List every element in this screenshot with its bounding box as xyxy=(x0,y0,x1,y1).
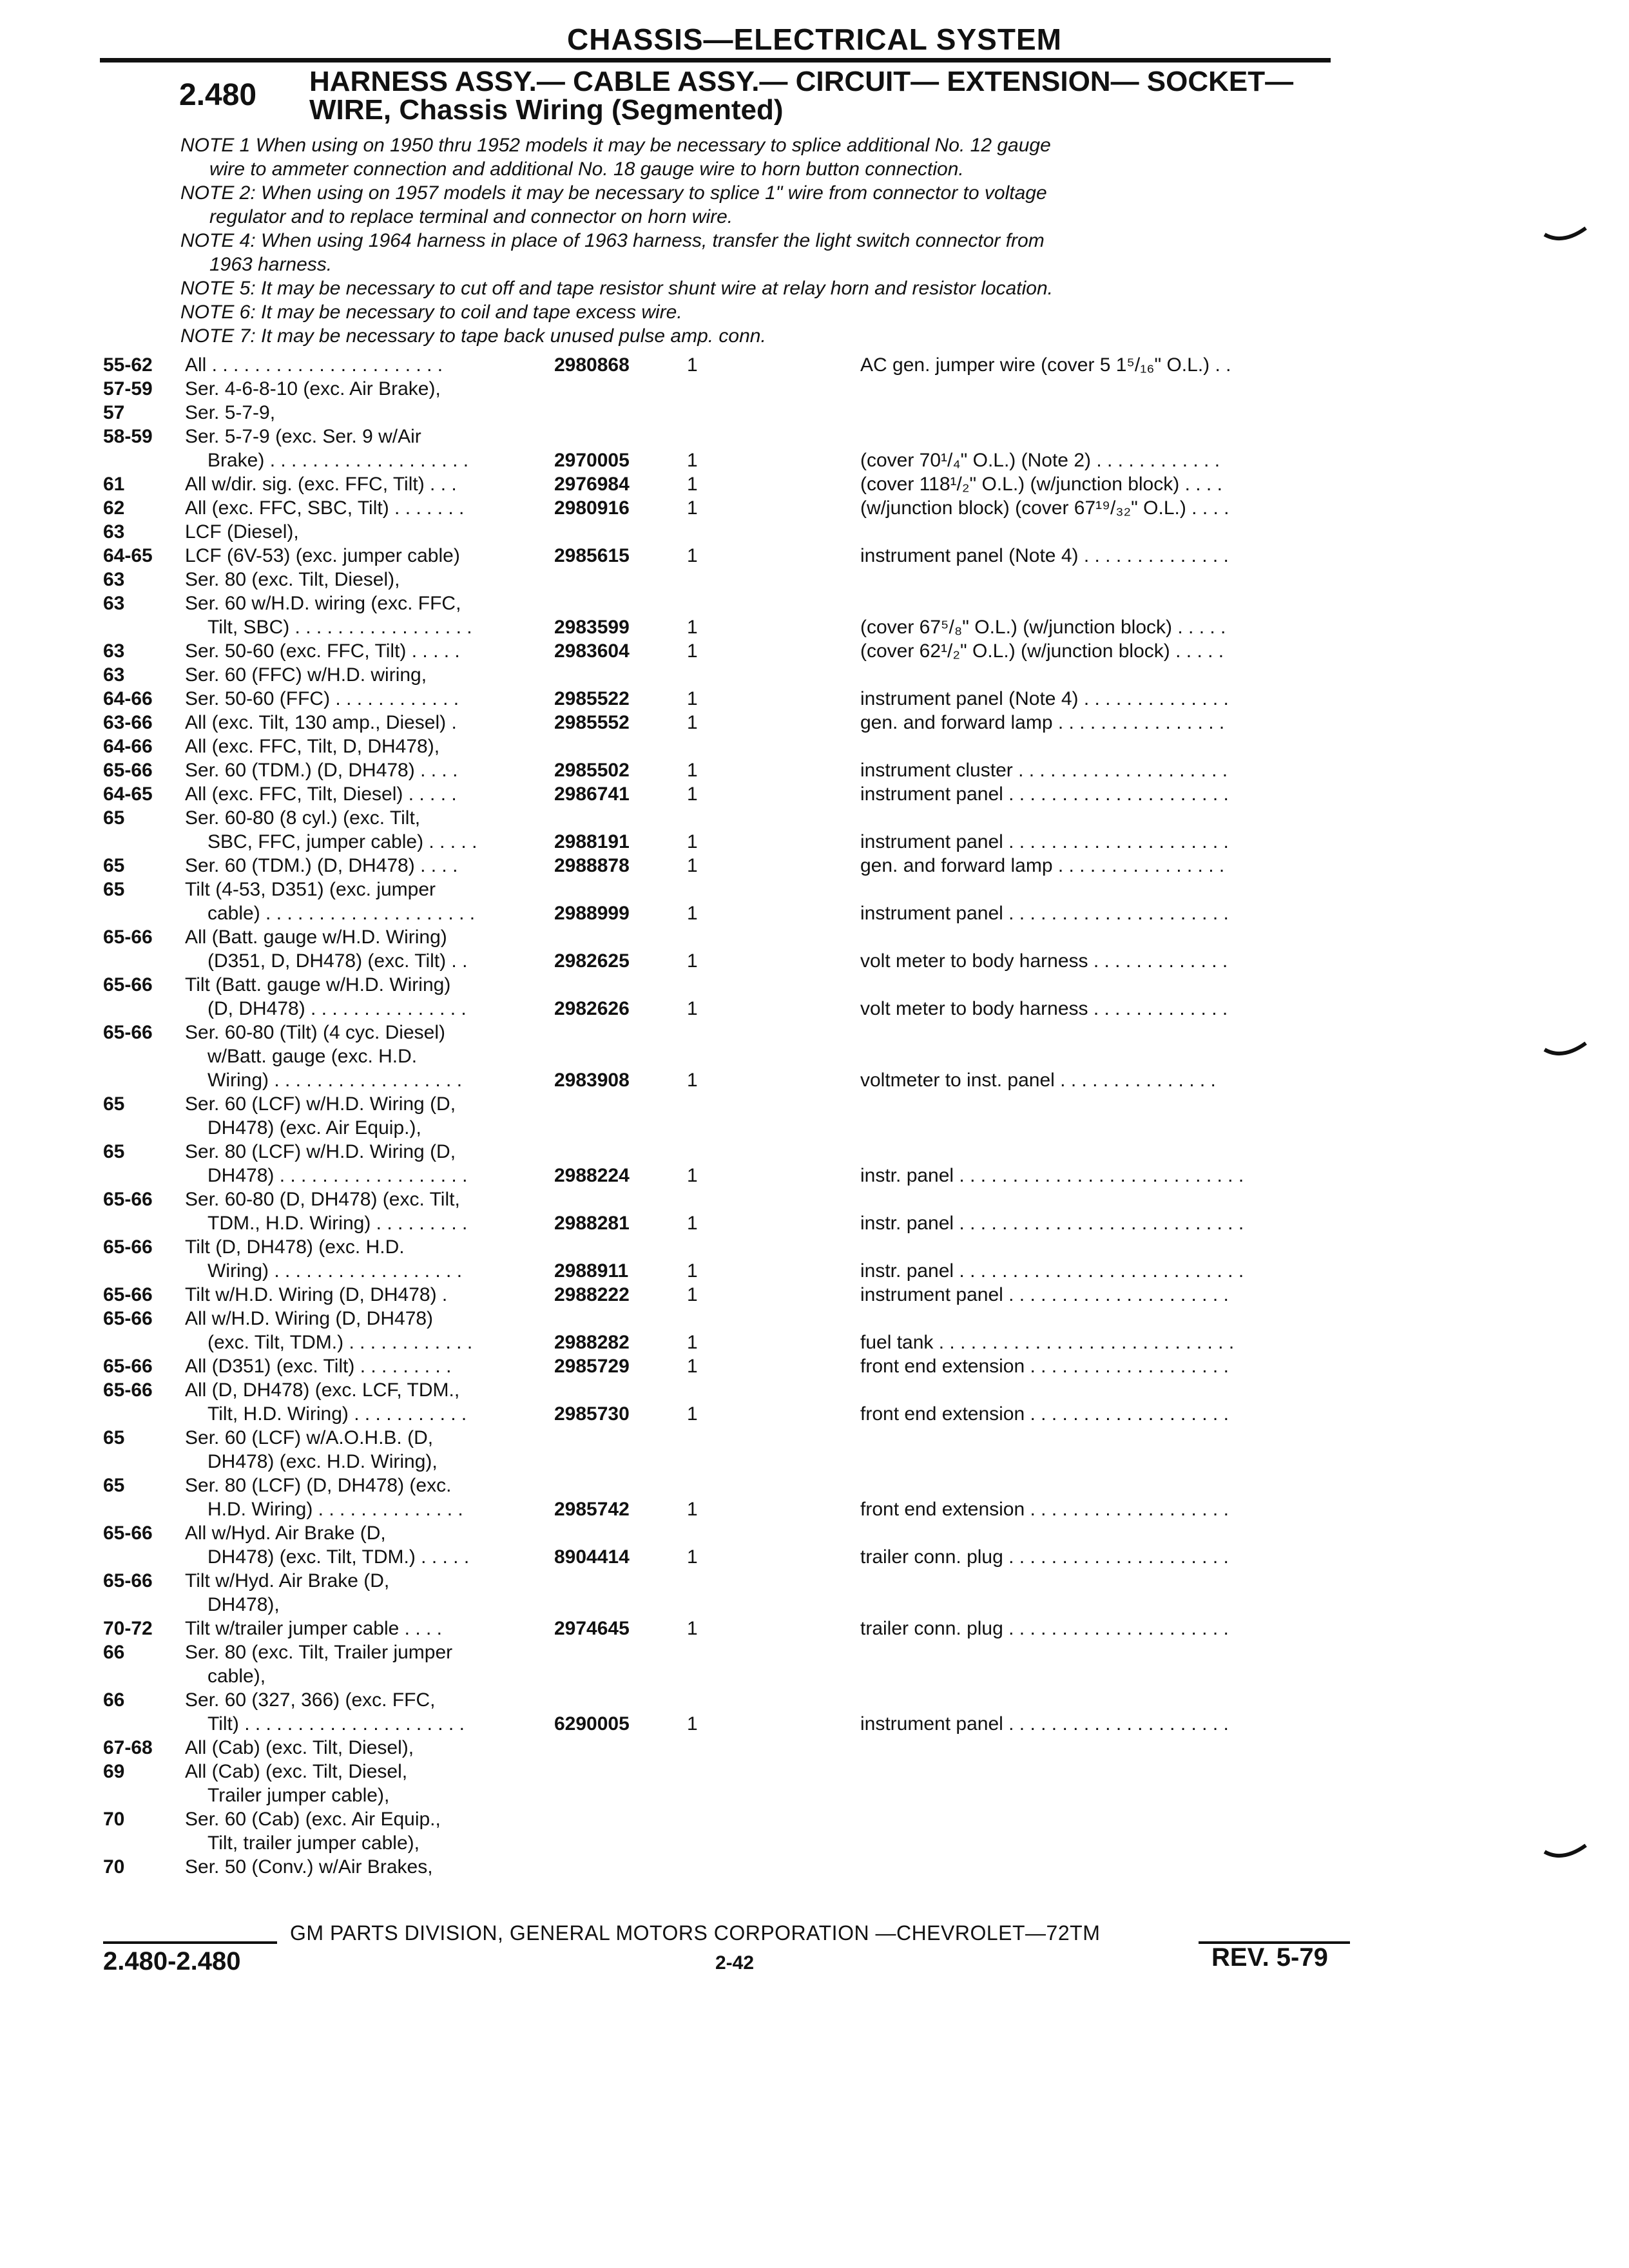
application-continuation: w/Batt. gauge (exc. H.D. xyxy=(207,1046,418,1067)
model-years: 57-59 xyxy=(103,378,153,399)
note xyxy=(180,229,1340,276)
quantity: 1 xyxy=(687,640,698,662)
part-number: 2985729 xyxy=(554,1356,630,1377)
part-description: instrument panel . . . . . . . . . . . . . . . . . . . . . xyxy=(860,783,1229,805)
quantity: 1 xyxy=(687,855,698,876)
model-years: 65-66 xyxy=(103,1379,153,1401)
quantity: 1 xyxy=(687,1546,698,1568)
model-years: 58-59 xyxy=(103,426,153,447)
table-row xyxy=(103,1688,1340,1736)
part-number: 2988281 xyxy=(554,1213,630,1234)
application-line: Ser. 60 (TDM.) (D, DH478) . . . . xyxy=(185,760,458,781)
model-years: 64-66 xyxy=(103,688,153,709)
application xyxy=(185,1855,636,1879)
application-line: Ser. 80 (exc. Tilt, Diesel), xyxy=(185,569,400,590)
application xyxy=(185,1807,636,1855)
binder-mark xyxy=(1543,1041,1588,1060)
part-number: 2985552 xyxy=(554,712,630,733)
note-line: NOTE 7: It may be necessary to tape back unused pulse amp. conn. xyxy=(180,325,766,347)
table-row xyxy=(103,1426,1340,1474)
note xyxy=(180,181,1340,229)
application-line: Ser. 60-80 (Tilt) (4 cyc. Diesel) xyxy=(185,1022,445,1043)
application-line: All (exc. FFC, SBC, Tilt) . . . . . . . xyxy=(185,497,465,519)
application-line: Ser. 80 (LCF) w/H.D. Wiring (D, xyxy=(185,1141,456,1162)
table-row xyxy=(103,1617,1340,1640)
part-description: instrument panel (Note 4) . . . . . . . . . . . . . . xyxy=(860,545,1229,566)
model-years: 70 xyxy=(103,1856,125,1878)
table-row xyxy=(103,425,1340,472)
model-years: 63 xyxy=(103,664,125,686)
model-years: 63 xyxy=(103,640,125,662)
part-description: front end extension . . . . . . . . . . . . . . . . . . . xyxy=(860,1356,1229,1377)
application-continuation: Tilt, trailer jumper cable), xyxy=(207,1832,419,1854)
application-continuation: H.D. Wiring) . . . . . . . . . . . . . . xyxy=(207,1499,463,1520)
binder-mark xyxy=(1543,226,1588,245)
note-line: NOTE 6: It may be necessary to coil and tape excess wire. xyxy=(180,302,682,323)
application-line: All w/dir. sig. (exc. FFC, Tilt) . . . xyxy=(185,474,457,495)
application xyxy=(185,401,636,425)
application-continuation: DH478) (exc. H.D. Wiring), xyxy=(207,1451,438,1472)
application-continuation: Brake) . . . . . . . . . . . . . . . . . . . xyxy=(207,450,469,471)
application-line: Ser. 60 w/H.D. wiring (exc. FFC, xyxy=(185,593,461,614)
section-title-line-1: HARNESS ASSY.— CABLE ASSY.— CIRCUIT— EXTENSION— SOCKET— xyxy=(309,66,1294,97)
model-years: 66 xyxy=(103,1689,125,1711)
application-line: Ser. 60 (FFC) w/H.D. wiring, xyxy=(185,664,427,686)
table-row xyxy=(103,806,1340,854)
model-years: 65 xyxy=(103,807,125,829)
part-description: AC gen. jumper wire (cover 5 1⁵/₁₆" O.L.) . . xyxy=(860,354,1231,376)
application-continuation: Tilt) . . . . . . . . . . . . . . . . . . . . . xyxy=(207,1713,465,1735)
application-continuation: DH478) . . . . . . . . . . . . . . . . . . xyxy=(207,1165,468,1186)
application-line: Ser. 60 (TDM.) (D, DH478) . . . . xyxy=(185,855,458,876)
table-row xyxy=(103,639,1340,663)
part-description: instr. panel . . . . . . . . . . . . . . . . . . . . . . . . . . . xyxy=(860,1213,1244,1234)
part-number: 2986741 xyxy=(554,783,630,805)
quantity: 1 xyxy=(687,950,698,972)
model-years: 64-65 xyxy=(103,545,153,566)
footer-rule-left xyxy=(103,1941,277,1944)
quantity: 1 xyxy=(687,1284,698,1305)
application-continuation: TDM., H.D. Wiring) . . . . . . . . . xyxy=(207,1213,468,1234)
binder-mark xyxy=(1543,1843,1588,1862)
application-line: Ser. 60 (Cab) (exc. Air Equip., xyxy=(185,1809,441,1830)
application xyxy=(185,377,636,401)
application-continuation: (exc. Tilt, TDM.) . . . . . . . . . . . . xyxy=(207,1332,473,1353)
table-row xyxy=(103,663,1340,687)
part-description: instrument panel . . . . . . . . . . . . . . . . . . . . . xyxy=(860,1713,1229,1735)
table-row xyxy=(103,1640,1340,1688)
application-line: Ser. 60 (LCF) w/A.O.H.B. (D, xyxy=(185,1427,434,1448)
application-continuation: cable) . . . . . . . . . . . . . . . . . . . . xyxy=(207,903,476,924)
section-title xyxy=(309,68,1340,124)
footer-publisher: GM PARTS DIVISION, GENERAL MOTORS CORPORATION —CHEVROLET—72TM xyxy=(290,1921,1101,1945)
section-number: 2.480 xyxy=(179,78,257,112)
model-years: 63 xyxy=(103,521,125,543)
model-years: 65-66 xyxy=(103,974,153,995)
part-number: 8904414 xyxy=(554,1546,630,1568)
model-years: 61 xyxy=(103,474,125,495)
table-row xyxy=(103,973,1340,1021)
part-description: (cover 70¹/₄" O.L.) (Note 2) . . . . . . . . . . . . xyxy=(860,450,1220,471)
part-description: instr. panel . . . . . . . . . . . . . . . . . . . . . . . . . . . xyxy=(860,1165,1244,1186)
model-years: 55-62 xyxy=(103,354,153,376)
quantity: 1 xyxy=(687,1213,698,1234)
application-line: Ser. 4-6-8-10 (exc. Air Brake), xyxy=(185,378,441,399)
quantity: 1 xyxy=(687,545,698,566)
application-line: Tilt w/trailer jumper cable . . . . xyxy=(185,1618,442,1639)
part-number: 2988282 xyxy=(554,1332,630,1353)
part-number: 2985522 xyxy=(554,688,630,709)
quantity: 1 xyxy=(687,712,698,733)
part-description: instr. panel . . . . . . . . . . . . . . . . . . . . . . . . . . . xyxy=(860,1260,1244,1282)
table-row xyxy=(103,854,1340,878)
quantity: 1 xyxy=(687,617,698,638)
quantity: 1 xyxy=(687,1713,698,1735)
part-number: 2982625 xyxy=(554,950,630,972)
part-number: 2988191 xyxy=(554,831,630,852)
note-continuation: regulator and to replace terminal and connector on horn wire. xyxy=(209,206,733,227)
application-continuation: Wiring) . . . . . . . . . . . . . . . . . . xyxy=(207,1070,463,1091)
table-row xyxy=(103,1283,1340,1307)
part-number: 6290005 xyxy=(554,1713,630,1735)
table-row xyxy=(103,1855,1340,1879)
application-line: LCF (6V-53) (exc. jumper cable) xyxy=(185,545,460,566)
model-years: 57 xyxy=(103,402,125,423)
quantity: 1 xyxy=(687,1070,698,1091)
table-row xyxy=(103,1474,1340,1521)
quantity: 1 xyxy=(687,783,698,805)
quantity: 1 xyxy=(687,903,698,924)
table-row xyxy=(103,520,1340,544)
notes-block xyxy=(180,133,1340,348)
part-description: volt meter to body harness . . . . . . . . . . . . . xyxy=(860,998,1228,1019)
model-years: 65-66 xyxy=(103,1284,153,1305)
model-years: 63 xyxy=(103,593,125,614)
quantity: 1 xyxy=(687,1260,698,1282)
application-line: Ser. 60-80 (8 cyl.) (exc. Tilt, xyxy=(185,807,421,829)
table-row xyxy=(103,687,1340,711)
part-number: 2988222 xyxy=(554,1284,630,1305)
note-continuation: wire to ammeter connection and additional No. 18 gauge wire to horn button connection. xyxy=(209,159,964,180)
table-row xyxy=(103,1092,1340,1140)
table-row xyxy=(103,711,1340,735)
application-continuation: cable), xyxy=(207,1666,266,1687)
application-line: Ser. 5-7-9, xyxy=(185,402,276,423)
model-years: 63-66 xyxy=(103,712,153,733)
application-continuation: (D351, D, DH478) (exc. Tilt) . . xyxy=(207,950,468,972)
application-line: All (D, DH478) (exc. LCF, TDM., xyxy=(185,1379,460,1401)
table-row xyxy=(103,1140,1340,1187)
application xyxy=(185,735,636,758)
footer-revision: REV. 5-79 xyxy=(1211,1943,1328,1972)
quantity: 1 xyxy=(687,1356,698,1377)
table-row xyxy=(103,782,1340,806)
part-description: fuel tank . . . . . . . . . . . . . . . . . . . . . . . . . . . . xyxy=(860,1332,1235,1353)
application-continuation: Wiring) . . . . . . . . . . . . . . . . . . xyxy=(207,1260,463,1282)
application-line: All (Batt. gauge w/H.D. Wiring) xyxy=(185,927,447,948)
application xyxy=(185,663,636,687)
table-row xyxy=(103,925,1340,973)
table-row xyxy=(103,591,1340,639)
quantity: 1 xyxy=(687,474,698,495)
application-line: All (exc. Tilt, 130 amp., Diesel) . xyxy=(185,712,457,733)
part-description: instrument cluster . . . . . . . . . . . . . . . . . . . . xyxy=(860,760,1228,781)
application-line: Tilt (Batt. gauge w/H.D. Wiring) xyxy=(185,974,451,995)
model-years: 67-68 xyxy=(103,1737,153,1758)
header-rule xyxy=(100,58,1331,62)
note xyxy=(180,276,1340,300)
table-row xyxy=(103,1569,1340,1617)
model-years: 69 xyxy=(103,1761,125,1782)
application-line: Tilt (D, DH478) (exc. H.D. xyxy=(185,1236,405,1258)
model-years: 65-66 xyxy=(103,760,153,781)
note-line: NOTE 4: When using 1964 harness in place of 1963 harness, transfer the light switch connector from xyxy=(180,230,1045,251)
part-description: instrument panel . . . . . . . . . . . . . . . . . . . . . xyxy=(860,831,1229,852)
table-row xyxy=(103,401,1340,425)
part-number: 2976984 xyxy=(554,474,630,495)
application-line: All (exc. FFC, Tilt, D, DH478), xyxy=(185,736,440,757)
table-row xyxy=(103,353,1340,377)
application-line: All (Cab) (exc. Tilt, Diesel, xyxy=(185,1761,408,1782)
part-number: 2988999 xyxy=(554,903,630,924)
part-number: 2983599 xyxy=(554,617,630,638)
part-description: front end extension . . . . . . . . . . . . . . . . . . . xyxy=(860,1499,1229,1520)
application xyxy=(185,1640,636,1688)
part-description: voltmeter to inst. panel . . . . . . . . . . . . . . . xyxy=(860,1070,1216,1091)
application-line: Ser. 60 (LCF) w/H.D. Wiring (D, xyxy=(185,1093,456,1115)
application xyxy=(185,1092,636,1140)
part-description: (cover 118¹/₂" O.L.) (w/junction block) . . . . xyxy=(860,474,1222,495)
application xyxy=(185,520,636,544)
application-line: Ser. 5-7-9 (exc. Ser. 9 w/Air xyxy=(185,426,421,447)
part-number: 2974645 xyxy=(554,1618,630,1639)
application-continuation: SBC, FFC, jumper cable) . . . . . xyxy=(207,831,477,852)
part-number: 2988878 xyxy=(554,855,630,876)
application-line: All w/Hyd. Air Brake (D, xyxy=(185,1523,386,1544)
application-line: All (exc. FFC, Tilt, Diesel) . . . . . xyxy=(185,783,457,805)
model-years: 65 xyxy=(103,1093,125,1115)
quantity: 1 xyxy=(687,1499,698,1520)
application-line: Ser. 50 (Conv.) w/Air Brakes, xyxy=(185,1856,433,1878)
model-years: 65-66 xyxy=(103,1308,153,1329)
quantity: 1 xyxy=(687,497,698,519)
table-row xyxy=(103,878,1340,925)
quantity: 1 xyxy=(687,1332,698,1353)
application xyxy=(185,1736,636,1760)
part-description: trailer conn. plug . . . . . . . . . . . . . . . . . . . . . xyxy=(860,1618,1229,1639)
model-years: 65 xyxy=(103,1475,125,1496)
note-line: NOTE 2: When using on 1957 models it may be necessary to splice 1" wire from connector to voltage xyxy=(180,182,1047,204)
part-number: 2985730 xyxy=(554,1403,630,1425)
application-line: Ser. 50-60 (exc. FFC, Tilt) . . . . . xyxy=(185,640,460,662)
part-number: 2980916 xyxy=(554,497,630,519)
part-number: 2980868 xyxy=(554,354,630,376)
table-row xyxy=(103,1378,1340,1426)
table-row xyxy=(103,1307,1340,1354)
model-years: 65-66 xyxy=(103,1022,153,1043)
table-row xyxy=(103,758,1340,782)
application-continuation: DH478), xyxy=(207,1594,280,1615)
part-description: (cover 62¹/₂" O.L.) (w/junction block) . . . . . xyxy=(860,640,1224,662)
part-description: trailer conn. plug . . . . . . . . . . . . . . . . . . . . . xyxy=(860,1546,1229,1568)
table-row xyxy=(103,1760,1340,1807)
application xyxy=(185,1569,636,1617)
page-header-title: CHASSIS—ELECTRICAL SYSTEM xyxy=(567,23,1062,56)
quantity: 1 xyxy=(687,450,698,471)
application-line: All w/H.D. Wiring (D, DH478) xyxy=(185,1308,434,1329)
model-years: 65 xyxy=(103,1141,125,1162)
table-row xyxy=(103,472,1340,496)
part-description: gen. and forward lamp . . . . . . . . . . . . . . . . xyxy=(860,712,1225,733)
part-description: front end extension . . . . . . . . . . . . . . . . . . . xyxy=(860,1403,1229,1425)
application-continuation: Tilt, SBC) . . . . . . . . . . . . . . . . . xyxy=(207,617,472,638)
section-title-line-2: WIRE, Chassis Wiring (Segmented) xyxy=(309,94,784,126)
application xyxy=(185,1426,636,1474)
application-line: Ser. 60-80 (D, DH478) (exc. Tilt, xyxy=(185,1189,460,1210)
model-years: 64-65 xyxy=(103,783,153,805)
model-years: 65 xyxy=(103,855,125,876)
application-line: All (Cab) (exc. Tilt, Diesel), xyxy=(185,1737,414,1758)
part-number: 2988224 xyxy=(554,1165,630,1186)
part-number: 2985502 xyxy=(554,760,630,781)
part-description: (cover 67⁵/₈" O.L.) (w/junction block) . . . . . xyxy=(860,617,1226,638)
quantity: 1 xyxy=(687,1165,698,1186)
part-number: 2985742 xyxy=(554,1499,630,1520)
table-row xyxy=(103,1736,1340,1760)
quantity: 1 xyxy=(687,354,698,376)
model-years: 64-66 xyxy=(103,736,153,757)
table-row xyxy=(103,377,1340,401)
application-line: All . . . . . . . . . . . . . . . . . . . . . . xyxy=(185,354,443,376)
model-years: 65-66 xyxy=(103,1523,153,1544)
application-line: Tilt (4-53, D351) (exc. jumper xyxy=(185,879,436,900)
application-line: All (D351) (exc. Tilt) . . . . . . . . . xyxy=(185,1356,452,1377)
note-line: NOTE 5: It may be necessary to cut off and tape resistor shunt wire at relay horn and resistor location. xyxy=(180,278,1053,299)
table-row xyxy=(103,568,1340,591)
part-description: (w/junction block) (cover 67¹⁹/₃₂" O.L.) . . . . xyxy=(860,497,1229,519)
part-description: instrument panel . . . . . . . . . . . . . . . . . . . . . xyxy=(860,1284,1229,1305)
application xyxy=(185,1760,636,1807)
table-row xyxy=(103,1807,1340,1855)
application-line: LCF (Diesel), xyxy=(185,521,299,543)
table-row xyxy=(103,1235,1340,1283)
part-number: 2983908 xyxy=(554,1070,630,1091)
part-description: gen. and forward lamp . . . . . . . . . . . . . . . . xyxy=(860,855,1225,876)
note-continuation: 1963 harness. xyxy=(209,254,333,275)
application-line: Ser. 60 (327, 366) (exc. FFC, xyxy=(185,1689,436,1711)
application-continuation: DH478) (exc. Tilt, TDM.) . . . . . xyxy=(207,1546,470,1568)
application-continuation: Tilt, H.D. Wiring) . . . . . . . . . . . xyxy=(207,1403,467,1425)
application xyxy=(185,568,636,591)
quantity: 1 xyxy=(687,1403,698,1425)
application-continuation: DH478) (exc. Air Equip.), xyxy=(207,1117,421,1139)
model-years: 70 xyxy=(103,1809,125,1830)
application-line: Ser. 80 (LCF) (D, DH478) (exc. xyxy=(185,1475,452,1496)
application-line: Ser. 50-60 (FFC) . . . . . . . . . . . . xyxy=(185,688,459,709)
parts-table xyxy=(103,353,1340,1879)
part-number: 2983604 xyxy=(554,640,630,662)
note xyxy=(180,300,1340,324)
model-years: 65-66 xyxy=(103,1236,153,1258)
part-description: instrument panel . . . . . . . . . . . . . . . . . . . . . xyxy=(860,903,1229,924)
part-number: 2985615 xyxy=(554,545,630,566)
application-line: Tilt w/H.D. Wiring (D, DH478) . xyxy=(185,1284,448,1305)
model-years: 66 xyxy=(103,1642,125,1663)
table-row xyxy=(103,1021,1340,1092)
model-years: 65-66 xyxy=(103,1356,153,1377)
application-line: Ser. 80 (exc. Tilt, Trailer jumper xyxy=(185,1642,453,1663)
note xyxy=(180,324,1340,348)
part-description: volt meter to body harness . . . . . . . . . . . . . xyxy=(860,950,1228,972)
application-line: Tilt w/Hyd. Air Brake (D, xyxy=(185,1570,390,1591)
quantity: 1 xyxy=(687,760,698,781)
table-row xyxy=(103,544,1340,568)
part-number: 2982626 xyxy=(554,998,630,1019)
part-number: 2970005 xyxy=(554,450,630,471)
model-years: 70-72 xyxy=(103,1618,153,1639)
model-years: 63 xyxy=(103,569,125,590)
footer-section-range: 2.480-2.480 xyxy=(103,1947,241,1975)
model-years: 65-66 xyxy=(103,1189,153,1210)
model-years: 62 xyxy=(103,497,125,519)
part-number: 2988911 xyxy=(554,1260,629,1282)
quantity: 1 xyxy=(687,688,698,709)
model-years: 65 xyxy=(103,879,125,900)
quantity: 1 xyxy=(687,831,698,852)
quantity: 1 xyxy=(687,998,698,1019)
table-row xyxy=(103,1187,1340,1235)
application-continuation: (D, DH478) . . . . . . . . . . . . . . . xyxy=(207,998,467,1019)
footer-page-number: 2-42 xyxy=(715,1952,755,1974)
model-years: 65 xyxy=(103,1427,125,1448)
note xyxy=(180,133,1340,181)
note-line: NOTE 1 When using on 1950 thru 1952 models it may be necessary to splice additional No. 12 gauge xyxy=(180,135,1051,156)
quantity: 1 xyxy=(687,1618,698,1639)
table-row xyxy=(103,1521,1340,1569)
application-continuation: Trailer jumper cable), xyxy=(207,1785,390,1806)
model-years: 65-66 xyxy=(103,1570,153,1591)
table-row xyxy=(103,1354,1340,1378)
model-years: 65-66 xyxy=(103,927,153,948)
table-row xyxy=(103,496,1340,520)
part-description: instrument panel (Note 4) . . . . . . . . . . . . . . xyxy=(860,688,1229,709)
table-row xyxy=(103,735,1340,758)
